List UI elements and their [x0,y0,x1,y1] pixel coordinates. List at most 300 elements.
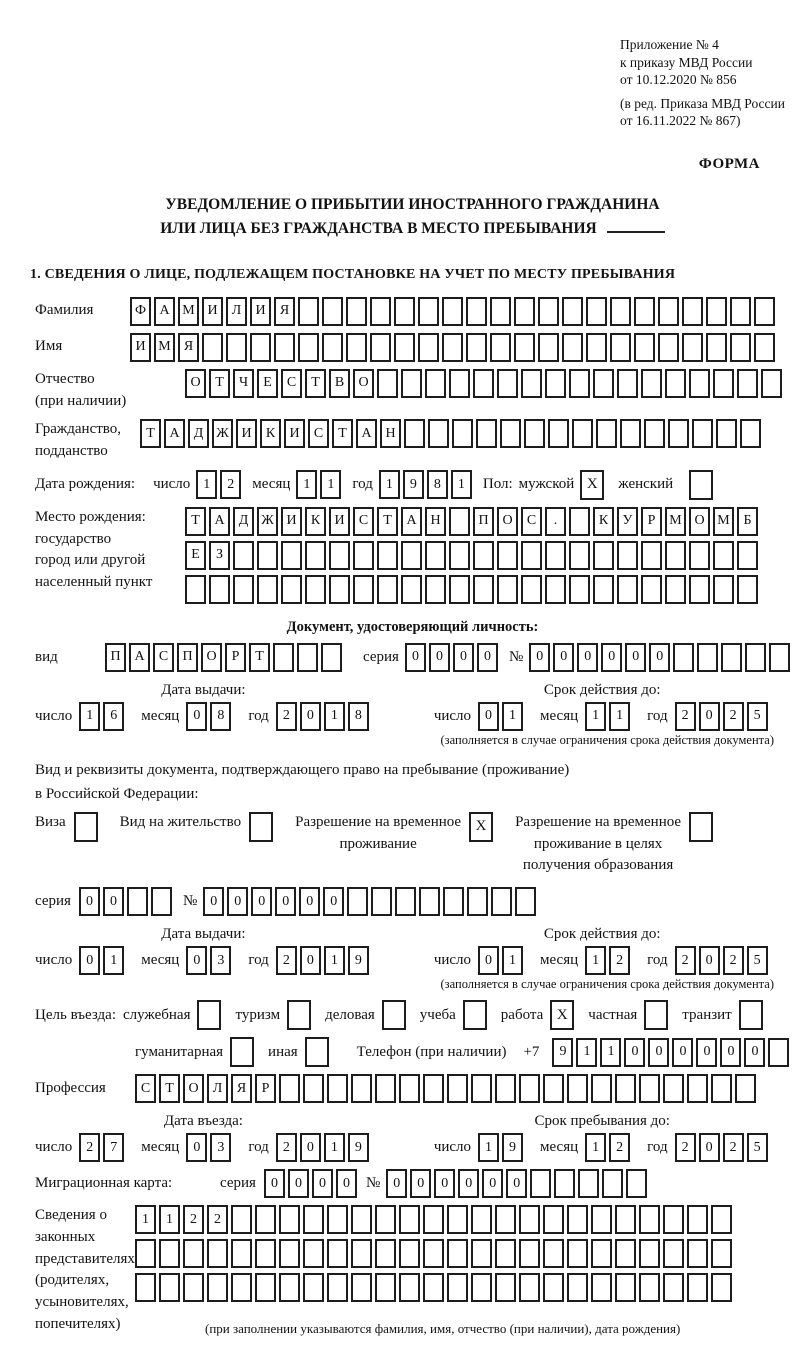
text-line: Гражданство, [35,421,122,438]
char-cell [449,507,470,536]
birth-place-label [35,507,185,594]
char-cell: Л [226,297,247,326]
char-cell: М [178,297,199,326]
permit-dates [35,926,790,975]
char-cell [322,333,343,362]
title-underline [607,231,665,233]
char-cell [543,1074,564,1103]
citizenship-label [35,419,140,463]
char-cell: Ч [233,369,254,398]
female-label: женский [618,476,674,493]
char-cell [419,887,440,916]
char-cell: 2 [276,1133,297,1162]
char-cell: 0 [300,702,321,731]
char-cell [226,333,247,362]
char-cell [721,643,742,672]
char-cell [377,369,398,398]
birth-date-row [35,470,790,500]
char-cell: Р [225,643,246,672]
char-cell [711,1239,732,1268]
char-cell [298,333,319,362]
birth-month-cells [296,470,344,499]
char-cell [394,333,415,362]
char-cell [692,419,713,448]
doc-valid-year [675,702,771,731]
char-cell: 6 [103,702,124,731]
char-cell [471,1273,492,1302]
char-cell [514,297,535,326]
char-cell [375,1074,396,1103]
char-cell [687,1239,708,1268]
char-cell [305,541,326,570]
char-cell: И [236,419,257,448]
stay-month [585,1133,633,1162]
char-cell: В [329,369,350,398]
char-cell: 0 [186,1133,207,1162]
char-cell: 1 [324,946,345,975]
char-cell [321,643,342,672]
char-cell [689,575,710,604]
char-cell [447,1205,468,1234]
text-line: от 10.12.2020 № 856 [620,72,737,88]
char-cell: 1 [502,702,523,731]
legal-reps-row2 [135,1239,735,1268]
char-cell: 1 [103,946,124,975]
doc-issue-day [79,702,127,731]
identity-doc-heading: Документ, удостоверяющий личность: [286,618,539,635]
char-cell [658,333,679,362]
char-cell [567,1239,588,1268]
char-cell: О [201,643,222,672]
char-cell: 0 [300,946,321,975]
char-cell [634,333,655,362]
permit-issue-group [35,926,372,975]
char-cell [689,369,710,398]
char-cell [745,643,766,672]
month-word: месяц [252,476,291,493]
char-cell [610,297,631,326]
char-cell [279,1205,300,1234]
char-cell: Т [249,643,270,672]
name-label: Имя [35,338,63,355]
char-cell [737,575,758,604]
permit-seria-cells [79,887,175,916]
char-cell [370,297,391,326]
char-cell [711,1074,732,1103]
char-cell [706,333,727,362]
char-cell: 0 [429,643,450,672]
char-cell [394,297,415,326]
permit-number-label: № [182,893,198,910]
char-cell: 0 [699,702,720,731]
char-cell: 0 [529,643,550,672]
char-cell [346,333,367,362]
purpose-label: Цель въезда: [35,1006,116,1023]
char-cell: 0 [103,887,124,916]
char-cell [663,1074,684,1103]
char-cell: 0 [625,643,646,672]
char-cell [524,419,545,448]
char-cell [473,575,494,604]
char-cell [399,1239,420,1268]
char-cell: 2 [723,946,744,975]
char-cell: А [154,297,175,326]
purpose-tourism-checkbox [287,1000,311,1030]
char-cell [706,297,727,326]
char-cell [586,297,607,326]
year-word: год [647,707,668,724]
char-cell [754,333,775,362]
char-cell [610,333,631,362]
char-cell: 1 [478,1133,499,1162]
char-cell: 2 [276,702,297,731]
char-cell: 0 [434,1169,455,1198]
char-cell [423,1205,444,1234]
char-cell: 0 [300,1133,321,1162]
char-cell: 2 [723,1133,744,1162]
char-cell: 1 [379,470,400,499]
legal-reps-label [35,1205,135,1336]
day-word: число [433,1139,472,1156]
char-cell [569,541,590,570]
form-label: ФОРМА [698,155,760,172]
month-word: месяц [540,707,579,724]
char-cell [730,333,751,362]
permit-valid-year [675,946,771,975]
char-cell: Т [332,419,353,448]
char-cell [495,1205,516,1234]
char-cell [346,297,367,326]
char-cell [425,575,446,604]
char-cell: И [202,297,223,326]
char-cell: 5 [747,1133,768,1162]
text-line: Место рождения: [35,508,146,525]
char-cell: Р [641,507,662,536]
char-cell [399,1273,420,1302]
entry-date-group [35,1113,372,1162]
doc-issue-year [276,702,372,731]
char-cell [554,1169,575,1198]
char-cell [713,369,734,398]
char-cell [617,575,638,604]
char-cell: Я [231,1074,252,1103]
char-cell: 0 [744,1038,765,1067]
char-cell [425,369,446,398]
doc-type-label: вид [35,648,58,665]
char-cell: 3 [210,1133,231,1162]
char-cell [327,1205,348,1234]
char-cell [591,1239,612,1268]
char-cell [689,541,710,570]
permit-valid-group [434,926,771,975]
char-cell: Ж [212,419,233,448]
year-word: год [248,707,269,724]
char-cell: Я [274,297,295,326]
char-cell [231,1239,252,1268]
char-cell [401,369,422,398]
char-cell: 0 [251,887,272,916]
char-cell: 0 [553,643,574,672]
char-cell: 2 [79,1133,100,1162]
char-cell: З [209,541,230,570]
char-cell [644,419,665,448]
char-cell [769,643,790,672]
text-line: законных [35,1228,96,1245]
char-cell: 0 [672,1038,693,1067]
char-cell [593,369,614,398]
char-cell [716,419,737,448]
char-cell [673,643,694,672]
phone-cells [552,1038,792,1067]
permit-number-cells [203,887,539,916]
char-cell [639,1074,660,1103]
identity-doc-dates [35,682,790,731]
birth-year-cells [379,470,475,499]
char-cell: Л [207,1074,228,1103]
char-cell: 1 [585,1133,606,1162]
char-cell [151,887,172,916]
char-cell [351,1239,372,1268]
char-cell [281,575,302,604]
char-cell [471,1205,492,1234]
text-line: (родителях, [35,1272,110,1289]
char-cell [231,1273,252,1302]
char-cell: К [305,507,326,536]
permit-issue-month [186,946,234,975]
char-cell: Н [380,419,401,448]
char-cell: 0 [478,946,499,975]
gender-label: Пол: [482,476,513,493]
purpose-transit-checkbox [739,1000,763,1030]
char-cell: Т [159,1074,180,1103]
year-word: год [647,952,668,969]
migration-card-label: Миграционная карта: [35,1174,173,1191]
char-cell [466,333,487,362]
char-cell [730,297,751,326]
phone-prefix: +7 [523,1043,540,1060]
char-cell: И [250,297,271,326]
char-cell: 1 [451,470,472,499]
char-cell: 2 [675,946,696,975]
char-cell [620,419,641,448]
purpose-official-label: служебная [122,1006,191,1023]
char-cell [473,541,494,570]
char-cell: 9 [403,470,424,499]
char-cell [641,541,662,570]
char-cell [682,333,703,362]
char-cell [521,369,542,398]
text-line: Разрешение на временное [295,813,462,830]
year-word: год [352,476,373,493]
char-cell: 0 [699,1133,720,1162]
char-cell: 1 [585,946,606,975]
purpose-humanitarian-checkbox [230,1037,254,1067]
char-cell [519,1074,540,1103]
char-cell [591,1205,612,1234]
char-cell: . [545,507,566,536]
char-cell [377,575,398,604]
char-cell [423,1074,444,1103]
char-cell [351,1074,372,1103]
doc-seria-label: серия [363,648,399,665]
char-cell [735,1074,756,1103]
entry-year [276,1133,372,1162]
text-line: населенный пункт [35,574,153,591]
char-cell [530,1169,551,1198]
char-cell: 1 [159,1205,180,1234]
purpose-business-checkbox [382,1000,406,1030]
char-cell: 0 [323,887,344,916]
char-cell: 0 [79,946,100,975]
char-cell [273,643,294,672]
char-cell [634,297,655,326]
char-cell [586,333,607,362]
char-cell [495,1239,516,1268]
month-word: месяц [141,707,180,724]
char-cell [425,541,446,570]
char-cell [665,541,686,570]
char-cell: 2 [207,1205,228,1234]
char-cell [519,1273,540,1302]
char-cell [711,1273,732,1302]
char-cell [668,419,689,448]
char-cell [538,297,559,326]
char-cell [428,419,449,448]
char-cell: Д [233,507,254,536]
patronymic-cells [185,369,785,398]
char-cell [543,1205,564,1234]
char-cell [279,1074,300,1103]
char-cell [371,887,392,916]
char-cell: 0 [410,1169,431,1198]
char-cell [473,369,494,398]
char-cell: 5 [747,946,768,975]
char-cell: 8 [210,702,231,731]
char-cell [562,297,583,326]
char-cell [639,1205,660,1234]
char-cell [202,333,223,362]
identity-doc-row [35,643,790,672]
char-cell: 0 [336,1169,357,1198]
char-cell [639,1239,660,1268]
char-cell: 0 [312,1169,333,1198]
purpose-row-2 [135,1037,790,1067]
char-cell [514,333,535,362]
char-cell [562,333,583,362]
char-cell: А [209,507,230,536]
char-cell: 2 [183,1205,204,1234]
char-cell [274,333,295,362]
char-cell [467,887,488,916]
temp-residence-checkbox: X [469,812,493,842]
stay-until-heading: Срок пребывания до: [534,1113,670,1130]
birth-place-row2 [185,541,761,570]
char-cell [687,1074,708,1103]
char-cell: Т [377,507,398,536]
entry-month [186,1133,234,1162]
text-line: от 16.11.2022 № 867) [620,113,741,129]
char-cell: 0 [720,1038,741,1067]
char-cell [303,1205,324,1234]
char-cell: А [129,643,150,672]
char-cell [447,1273,468,1302]
char-cell [298,297,319,326]
char-cell: С [308,419,329,448]
char-cell: О [183,1074,204,1103]
char-cell [665,369,686,398]
char-cell [418,297,439,326]
form-title [35,193,790,241]
doc-valid-month [585,702,633,731]
char-cell [347,887,368,916]
char-cell [281,541,302,570]
birth-place-cells [185,507,761,609]
text-line: проживание [339,835,417,852]
char-cell: А [401,507,422,536]
form-title-line1: УВЕДОМЛЕНИЕ О ПРИБЫТИИ ИНОСТРАННОГО ГРАЖДАНИНА [165,195,660,213]
char-cell [353,541,374,570]
char-cell [255,1273,276,1302]
year-word: год [248,952,269,969]
permit-issue-year [276,946,372,975]
residence-permits-row [35,812,790,877]
month-word: месяц [141,1139,180,1156]
char-cell: 1 [502,946,523,975]
char-cell: И [130,333,151,362]
day-word: число [153,476,191,493]
char-cell: Р [255,1074,276,1103]
char-cell [135,1239,156,1268]
char-cell [255,1239,276,1268]
char-cell: О [353,369,374,398]
char-cell [447,1239,468,1268]
appendix-block [620,36,800,130]
char-cell: 0 [601,643,622,672]
year-word: год [248,1139,269,1156]
patronymic-label [35,369,185,413]
char-cell: Ж [257,507,278,536]
char-cell [183,1239,204,1268]
doc-issue-month [186,702,234,731]
char-cell [663,1239,684,1268]
char-cell [233,575,254,604]
doc-number-cells [529,643,793,672]
char-cell: 0 [624,1038,645,1067]
char-cell [521,575,542,604]
char-cell: 2 [276,946,297,975]
char-cell [713,575,734,604]
birth-place-row3 [185,575,761,604]
char-cell: У [617,507,638,536]
month-word: месяц [141,952,180,969]
char-cell [476,419,497,448]
char-cell [183,1273,204,1302]
doc-issue-heading: Дата выдачи: [161,681,246,698]
char-cell [250,333,271,362]
char-cell: Т [185,507,206,536]
char-cell [572,419,593,448]
text-line: подданство [35,443,108,460]
char-cell [303,1273,324,1302]
migcard-seria-label: серия [220,1175,256,1192]
surname-row [35,297,790,326]
char-cell: Т [305,369,326,398]
char-cell [682,297,703,326]
char-cell: С [521,507,542,536]
text-line: Отчество [35,370,95,387]
char-cell: Д [188,419,209,448]
doc-valid-heading: Срок действия до: [543,681,661,698]
